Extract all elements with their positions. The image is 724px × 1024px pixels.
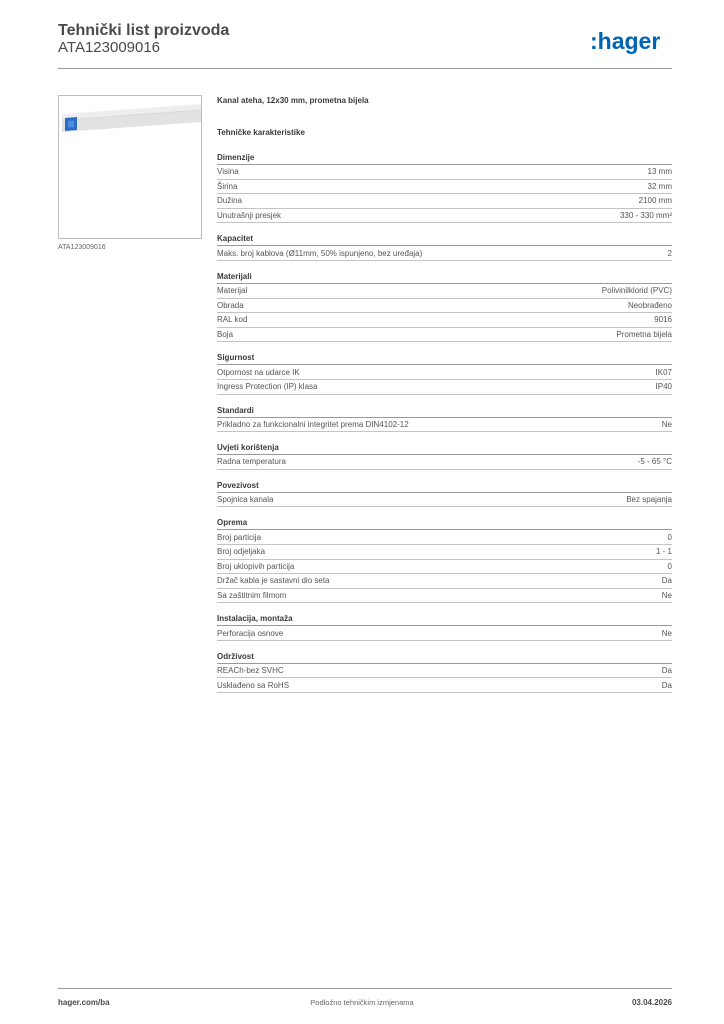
spec-row xyxy=(217,246,672,261)
spec-section xyxy=(217,271,672,342)
spec-row xyxy=(217,313,672,328)
spec-label: RAL kod xyxy=(217,315,248,325)
spec-row xyxy=(217,589,672,604)
spec-value: IK07 xyxy=(655,367,672,377)
spec-row xyxy=(217,626,672,641)
spec-label: Perforacija osnove xyxy=(217,628,284,638)
spec-label: Broj uklopivih particija xyxy=(217,561,295,571)
footer-website: hager.com/ba xyxy=(58,998,110,1007)
section-heading: Kapacitet xyxy=(217,233,672,246)
spec-row xyxy=(217,165,672,180)
cable-trunking-image xyxy=(59,96,201,238)
spec-row xyxy=(217,545,672,560)
spec-value: 0 xyxy=(667,561,672,571)
document-title: Tehnički list proizvoda xyxy=(58,22,230,39)
product-image xyxy=(58,95,202,239)
spec-label: Unutrašnji presjek xyxy=(217,211,282,221)
spec-row xyxy=(217,418,672,433)
section-heading: Povezivost xyxy=(217,480,672,493)
spec-label: Materijal xyxy=(217,286,248,296)
spec-label: Maks. broj kablova (Ø11mm, 50% ispunjeno, bez uređaja) xyxy=(217,248,423,258)
section-heading: Standardi xyxy=(217,405,672,418)
tech-characteristics-title: Tehničke karakteristike xyxy=(217,128,305,137)
spec-value: IP40 xyxy=(655,382,672,392)
spec-value: 9016 xyxy=(654,315,672,325)
header-divider xyxy=(58,68,672,69)
spec-label: Sa zaštitnim filmom xyxy=(217,590,287,600)
spec-value: Da xyxy=(661,666,672,676)
spec-section xyxy=(217,613,672,641)
spec-value: 1 - 1 xyxy=(655,547,672,557)
spec-section xyxy=(217,442,672,470)
spec-section xyxy=(217,233,672,261)
spec-label: Otpornost na udarce IK xyxy=(217,367,300,377)
spec-row xyxy=(217,664,672,679)
spec-row xyxy=(217,493,672,508)
section-heading: Dimenzije xyxy=(217,152,672,165)
spec-value: 0 xyxy=(667,532,672,542)
spec-section xyxy=(217,517,672,603)
spec-section xyxy=(217,651,672,693)
spec-label: Radna temperatura xyxy=(217,457,286,467)
spec-value: 2 xyxy=(667,248,672,258)
spec-row xyxy=(217,180,672,195)
spec-value: 13 mm xyxy=(647,167,672,177)
section-heading: Održivost xyxy=(217,651,672,664)
spec-row xyxy=(217,530,672,545)
spec-value: 32 mm xyxy=(647,181,672,191)
spec-section xyxy=(217,480,672,508)
spec-section xyxy=(217,152,672,223)
spec-row xyxy=(217,194,672,209)
spec-row xyxy=(217,328,672,343)
spec-row xyxy=(217,678,672,693)
spec-section xyxy=(217,352,672,394)
spec-label: Broj particija xyxy=(217,532,262,542)
spec-value: 2100 mm xyxy=(638,196,672,206)
image-caption: ATA123009016 xyxy=(58,244,106,251)
spec-value: 330 - 330 mm² xyxy=(619,211,672,221)
spec-row xyxy=(217,560,672,575)
hager-logo-text: :hager xyxy=(590,28,661,54)
spec-value: Da xyxy=(661,680,672,690)
product-name: Kanal ateha, 12x30 mm, prometna bijela xyxy=(217,96,369,105)
spec-value: Ne xyxy=(661,628,672,638)
spec-row xyxy=(217,299,672,314)
spec-label: Širina xyxy=(217,181,238,191)
spec-value: Ne xyxy=(661,419,672,429)
spec-label: REACh-bez SVHC xyxy=(217,666,284,676)
footer-disclaimer: Podložno tehničkim izmjenama xyxy=(310,998,414,1007)
spec-section xyxy=(217,405,672,433)
spec-row xyxy=(217,365,672,380)
spec-label: Usklađeno sa RoHS xyxy=(217,680,290,690)
spec-label: Dužina xyxy=(217,196,242,206)
spec-value: Neobrađeno xyxy=(627,300,672,310)
footer-date: 03.04.2026 xyxy=(631,998,672,1007)
spec-label: Prikladno za funkcionalni integritet prema DIN4102-12 xyxy=(217,419,409,429)
section-heading: Materijali xyxy=(217,271,672,284)
footer-divider xyxy=(58,988,672,989)
spec-content xyxy=(217,96,672,693)
spec-label: Spojnica kanala xyxy=(217,495,274,505)
section-heading: Instalacija, montaža xyxy=(217,613,672,626)
spec-value: -5 - 65 °C xyxy=(637,457,672,467)
spec-label: Broj odjeljaka xyxy=(217,547,266,557)
hager-logo xyxy=(590,28,672,56)
spec-row xyxy=(217,455,672,470)
spec-row xyxy=(217,574,672,589)
spec-row xyxy=(217,380,672,395)
spec-label: Obrada xyxy=(217,300,244,310)
spec-value: Da xyxy=(661,576,672,586)
section-heading: Uvjeti korištenja xyxy=(217,442,672,455)
product-code: ATA123009016 xyxy=(58,39,161,56)
section-heading: Oprema xyxy=(217,517,672,530)
spec-row xyxy=(217,284,672,299)
spec-label: Visina xyxy=(217,167,239,177)
spec-value: Prometna bijela xyxy=(616,330,672,340)
spec-value: Bez spajanja xyxy=(626,495,672,505)
spec-label: Boja xyxy=(217,330,234,340)
spec-value: Ne xyxy=(661,590,672,600)
spec-label: Držač kabla je sastavni dio seta xyxy=(217,576,330,586)
spec-value: Polivinilklorid (PVC) xyxy=(601,286,672,296)
spec-row xyxy=(217,209,672,224)
spec-label: Ingress Protection (IP) klasa xyxy=(217,382,318,392)
section-heading: Sigurnost xyxy=(217,352,672,365)
spec-sections xyxy=(217,152,672,693)
